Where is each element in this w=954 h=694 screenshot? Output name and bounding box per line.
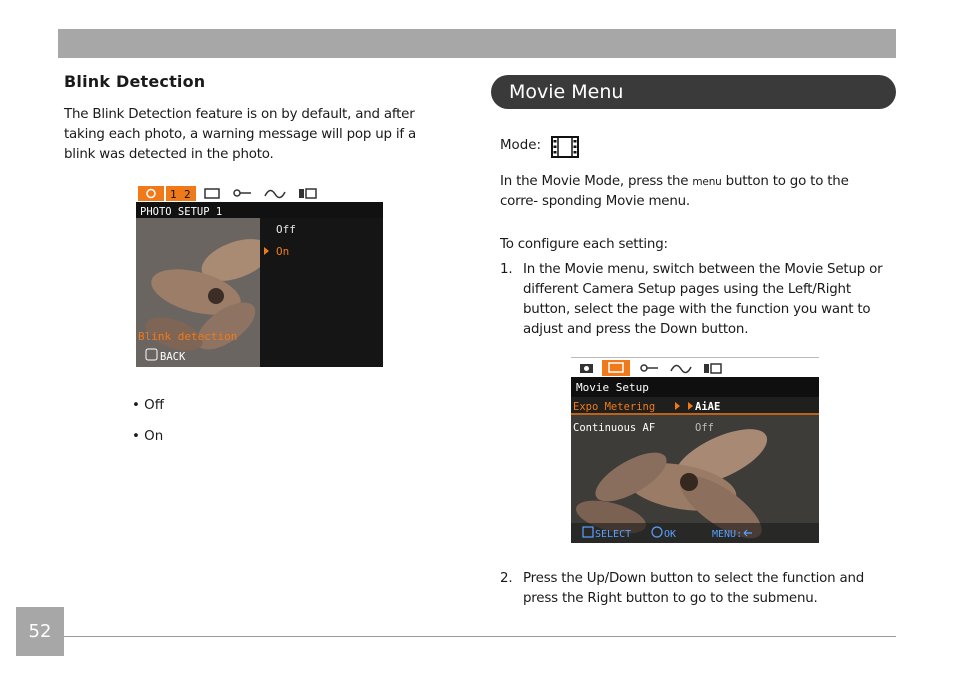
- configure-text: To configure each setting:: [500, 237, 668, 252]
- camera-tab-icon: [580, 364, 593, 373]
- tab-1: 1: [170, 188, 177, 201]
- expo-metering-value: AiAE: [695, 401, 721, 413]
- film-icon: [551, 136, 579, 162]
- footer-menu: MENU:: [712, 529, 743, 540]
- continuous-af-value: Off: [695, 422, 714, 434]
- footer-ok: OK: [664, 529, 677, 540]
- bullet-on: • On: [132, 429, 164, 444]
- page-number: 52: [16, 607, 64, 656]
- blink-detection-heading: Blink Detection: [64, 72, 206, 91]
- setting-label: Blink detection: [138, 330, 238, 343]
- bullet-off: • Off: [132, 398, 164, 413]
- blink-detection-paragraph: The Blink Detection feature is on by default, and after taking each photo, a warning message will pop up if a blink was detected in the photo.: [64, 107, 416, 162]
- movie-mode-paragraph: In the Movie Mode, press the menu button to go to the corre- sponding Movie menu.: [500, 174, 849, 209]
- continuous-af-label: Continuous AF: [573, 422, 656, 434]
- top-bar: [58, 29, 896, 58]
- movie-setup-screen: [571, 357, 819, 547]
- option-off: Off: [276, 223, 296, 236]
- back-label: BACK: [160, 351, 186, 363]
- footer-line: [64, 636, 896, 637]
- movie-menu-header: Movie Menu: [491, 75, 896, 109]
- tab-2: 2: [184, 188, 191, 201]
- mode-label: Mode:: [500, 138, 541, 153]
- camera-setup-tab-icon: [138, 186, 164, 201]
- expo-metering-label: Expo Metering: [573, 401, 656, 413]
- menu-button-word: menu: [692, 176, 722, 188]
- footer-select: SELECT: [595, 529, 632, 540]
- option-on: On: [276, 245, 290, 258]
- screen-title: Movie Setup: [576, 381, 649, 394]
- screen-title: PHOTO SETUP 1: [140, 206, 223, 218]
- blink-detection-screen: [136, 184, 383, 371]
